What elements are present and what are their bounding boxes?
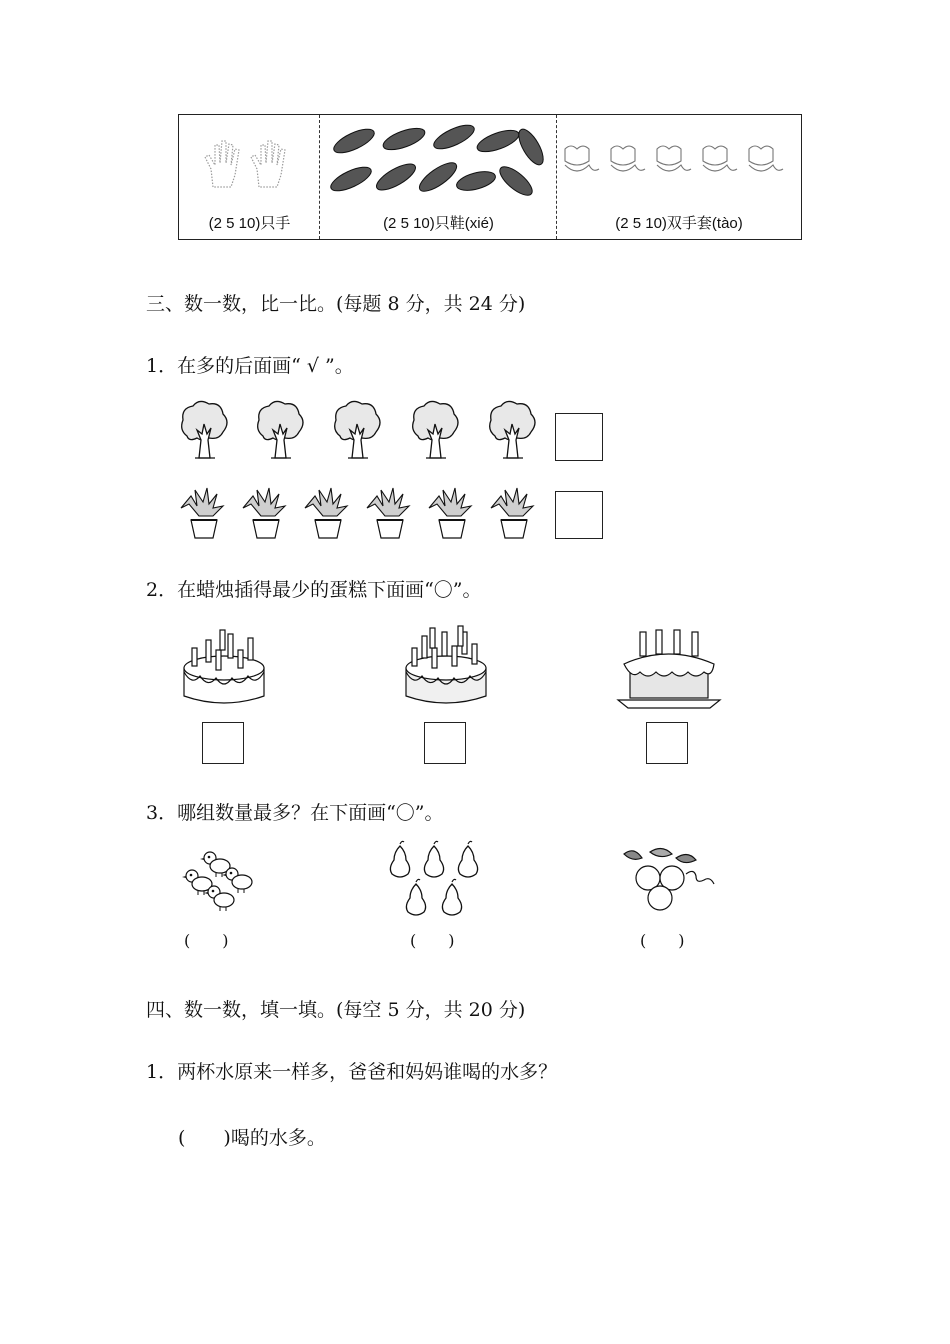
counting-table <box>178 114 802 240</box>
cake-icon-3 <box>616 624 722 712</box>
answer-box-cake-3[interactable] <box>646 722 688 764</box>
pear-icon <box>386 838 486 918</box>
answer-box-plants[interactable] <box>555 491 603 539</box>
section-3-title: 三、数一数，比一比。(每题 8 分，共 24 分) <box>146 293 526 315</box>
potted-plant-icon <box>175 485 555 541</box>
table-cell-gloves <box>556 115 801 239</box>
hand-icon <box>201 135 301 195</box>
table-cell-shoes <box>319 115 557 239</box>
answer-line-4-1[interactable]: ( )喝的水多。 <box>178 1127 326 1149</box>
answer-paren-pears[interactable]: ( ) <box>410 931 455 950</box>
answer-box-cake-1[interactable] <box>202 722 244 764</box>
answer-paren-chicks[interactable]: ( ) <box>184 931 229 950</box>
table-cell-label: (2 5 10)只手 <box>208 215 291 232</box>
answer-paren-oranges[interactable]: ( ) <box>640 931 685 950</box>
answer-box-trees[interactable] <box>555 413 603 461</box>
question-4-1: 1．两杯水原来一样多，爸爸和妈妈谁喝的水多？ <box>146 1061 558 1083</box>
trees-row <box>175 398 555 460</box>
table-cell-hands <box>179 115 320 239</box>
table-cell-label: (2 5 10)只鞋(xié) <box>383 215 494 232</box>
question-3-3: 3．哪组数量最多？在下面画“〇”。 <box>146 802 444 824</box>
shoe-icon <box>326 119 551 199</box>
cake-icon-2 <box>402 624 492 708</box>
section-4-title: 四、数一数，填一填。(每空 5 分，共 20 分) <box>146 999 526 1021</box>
tree-icon <box>175 398 555 460</box>
cake-icon-1 <box>180 624 270 708</box>
answer-box-cake-2[interactable] <box>424 722 466 764</box>
orange-icon <box>620 848 720 914</box>
chick-icon <box>176 846 252 914</box>
plants-row <box>175 485 555 541</box>
table-cell-label: (2 5 10)双手套(tào) <box>615 215 743 232</box>
glove-icon <box>561 143 799 183</box>
question-3-1: 1．在多的后面画“ √ ”。 <box>146 355 354 377</box>
question-3-2: 2．在蜡烛插得最少的蛋糕下面画“〇”。 <box>146 579 482 601</box>
